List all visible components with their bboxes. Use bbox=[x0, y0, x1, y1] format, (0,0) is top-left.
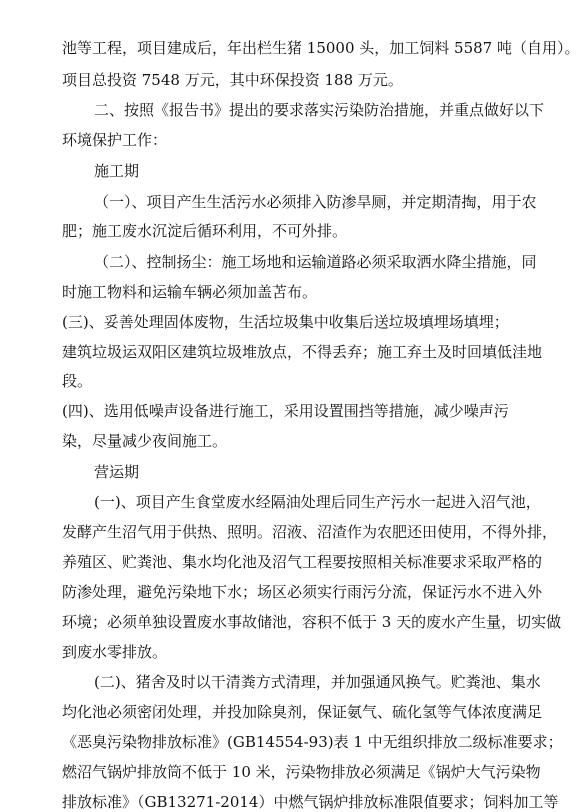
paragraph-line: (四)、选用低噪声设备进行施工，采用设置围挡等措施，减少噪声污 bbox=[62, 402, 509, 420]
paragraph-line: 肥；施工废水沉淀后循环利用，不可外排。 bbox=[62, 222, 348, 240]
paragraph-line: 建筑垃圾运双阳区建筑垃圾堆放点，不得丢弃；施工弃土及时回填低洼地 bbox=[62, 343, 543, 361]
paragraph-line: 段。 bbox=[62, 372, 93, 390]
paragraph-line: (三)、妥善处理固体废物，生活垃圾集中收集后送垃圾填埋场填埋； bbox=[62, 313, 509, 331]
paragraph-line: 项目总投资 7548 万元，其中环保投资 188 万元。 bbox=[62, 71, 403, 89]
paragraph-line: 燃沼气锅炉排放筒不低于 10 米，污染物排放必须满足《锅炉大气污染物 bbox=[62, 763, 541, 781]
section-heading-line: 二、按照《报告书》提出的要求落实污染防治措施，并重点做好以下 bbox=[94, 101, 545, 119]
paragraph-line: 均化池必须密闭处理，并投加除臭剂，保证氨气、硫化氢等气体浓度满足 bbox=[62, 703, 543, 721]
paragraph-line: 养殖区、贮粪池、集水均化池及沼气工程要按照相关标准要求采取严格的 bbox=[62, 553, 543, 571]
paragraph-line: （二）、控制扬尘：施工场地和运输道路必须采取洒水降尘措施，同 bbox=[94, 253, 537, 271]
paragraph-line: 染，尽量减少夜间施工。 bbox=[62, 432, 228, 450]
subheading-operation: 营运期 bbox=[94, 463, 140, 481]
paragraph-line: 池等工程，项目建成后，年出栏生猪 15000 头，加工饲料 5587 吨（自用）。 bbox=[62, 39, 579, 57]
paragraph-line: 到废水零排放。 bbox=[62, 643, 168, 661]
paragraph-line: （一）、项目产生生活污水必须排入防渗旱厕，并定期清掏，用于农 bbox=[94, 193, 537, 211]
paragraph-line: 《恶臭污染物排放标准》(GB14554-93)表 1 中无组织排放二级标准要求； bbox=[62, 733, 563, 751]
paragraph-line: (一)、项目产生食堂废水经隔油处理后同生产污水一起进入沼气池， bbox=[94, 493, 541, 511]
paragraph-line: (二)、猪舍及时以干清粪方式清理，并加强通风换气。贮粪池、集水 bbox=[94, 673, 541, 691]
paragraph-line: 时施工物料和运输车辆必须加盖苫布。 bbox=[62, 283, 318, 301]
paragraph-line: 防渗处理，避免污染地下水；场区必须实行雨污分流，保证污水不进入外 bbox=[62, 583, 543, 601]
section-heading-line: 环境保护工作： bbox=[62, 131, 168, 149]
paragraph-line: 环境；必须单独设置废水事故储池，容积不低于 3 天的废水产生量，切实做 bbox=[62, 613, 562, 631]
subheading-construction: 施工期 bbox=[94, 162, 140, 180]
paragraph-line: 排放标准》（GB13271-2014）中燃气锅炉排放标准限值要求；饲料加工等 bbox=[62, 793, 559, 811]
paragraph-line: 发酵产生沼气用于供热、照明。沼液、沼渣作为农肥还田使用，不得外排， bbox=[62, 523, 558, 541]
